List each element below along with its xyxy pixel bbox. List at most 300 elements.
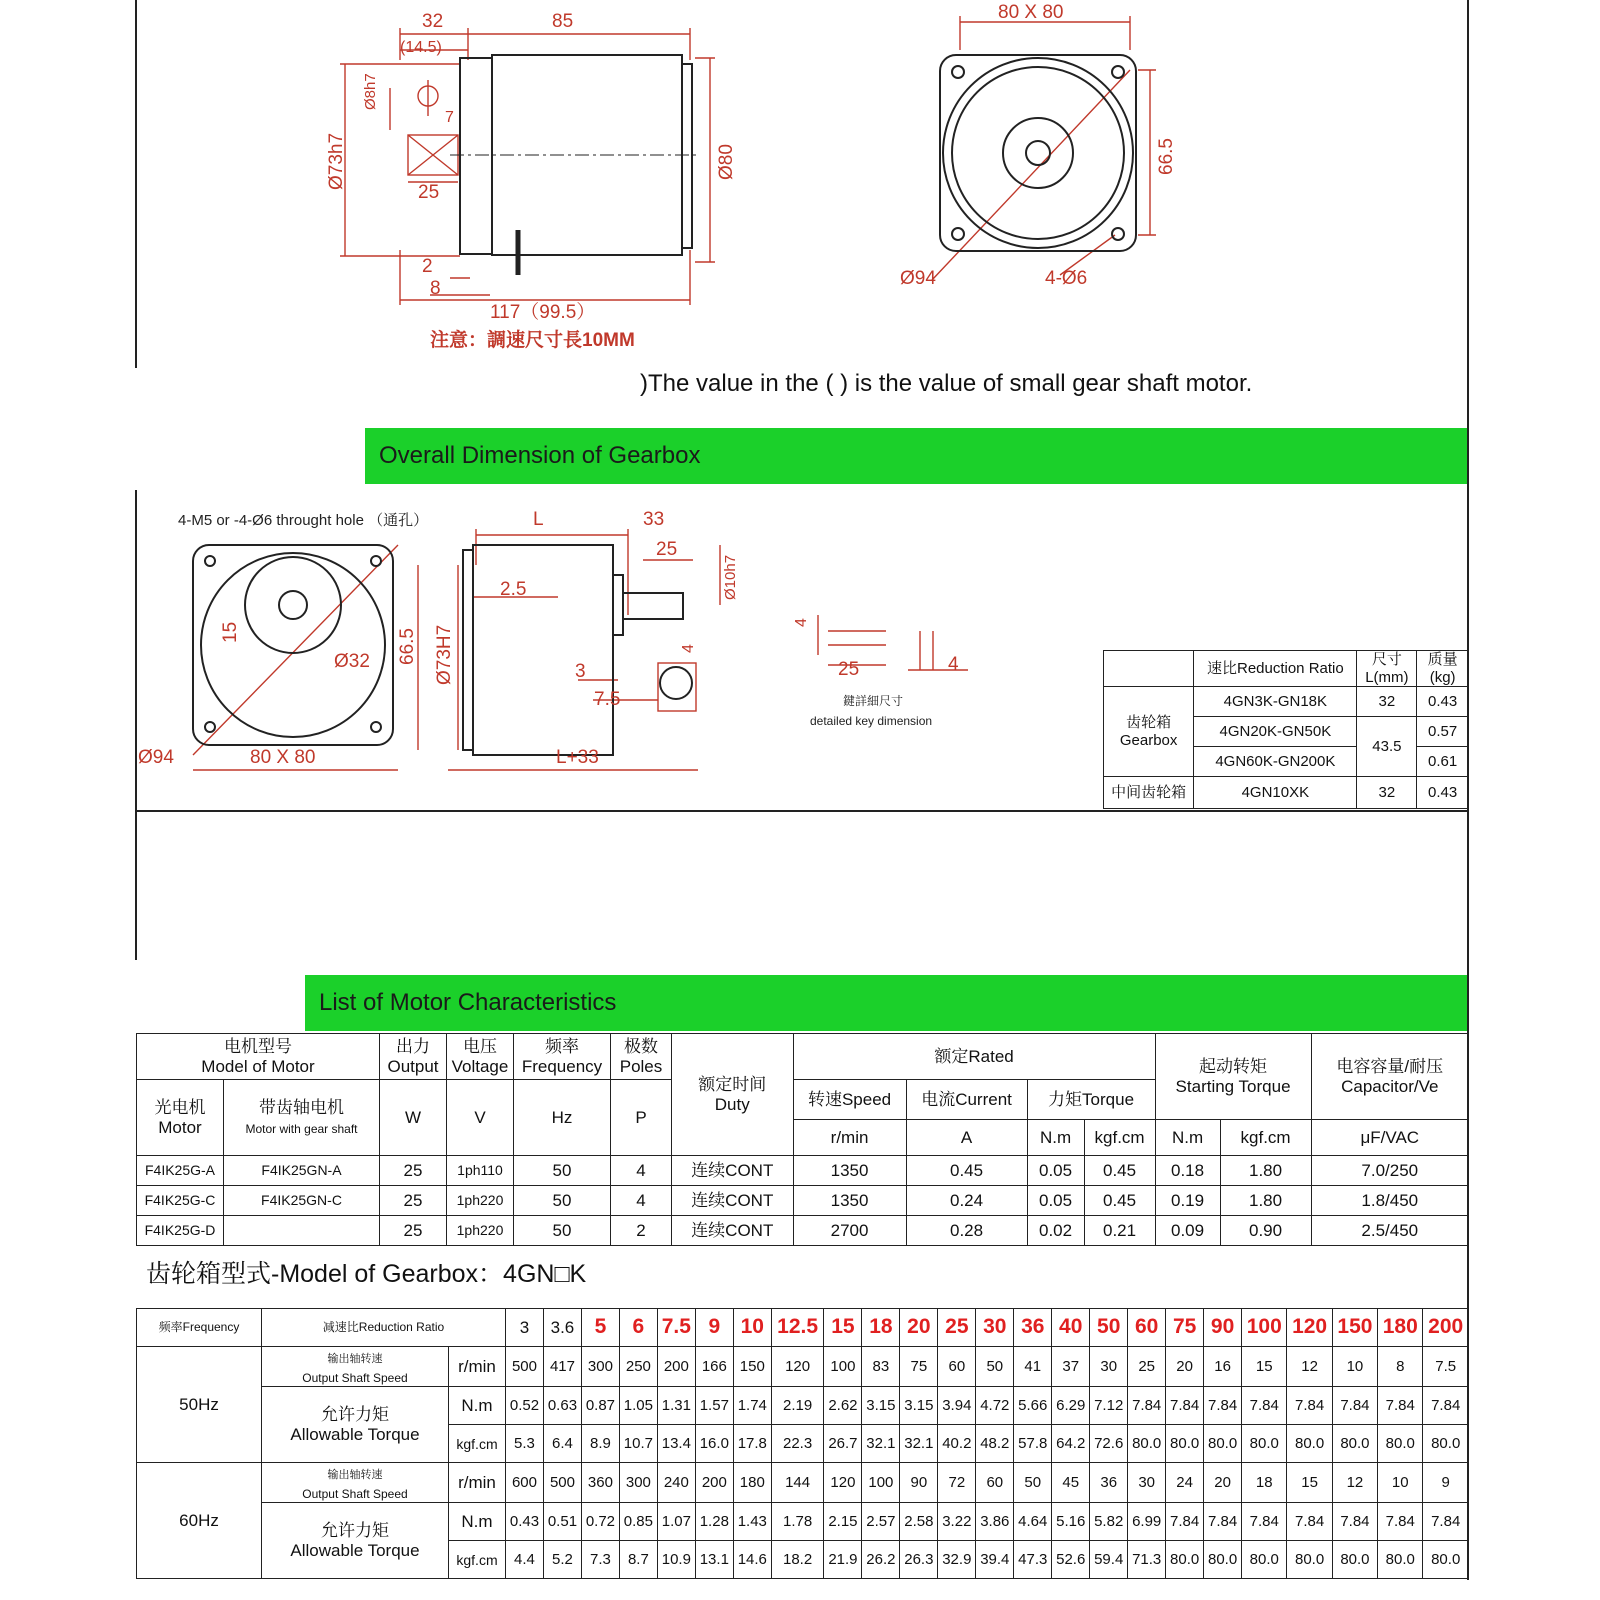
motor-cell: 2.5/450: [1311, 1216, 1468, 1246]
motor-cell: 0.45: [906, 1156, 1027, 1186]
gb-dim-73H7: Ø73H7: [434, 624, 455, 685]
ratio-label-cell: 允许力矩 Allowable Torque: [262, 1387, 449, 1463]
ratio-value-cell: 7.84: [1423, 1503, 1469, 1541]
ratio-value-cell: 0.43: [506, 1503, 544, 1541]
mt-h-rated: 额定Rated: [793, 1034, 1155, 1080]
front-66-5: 66.5: [1156, 138, 1177, 175]
ratio-value-cell: 5.66: [1014, 1387, 1052, 1425]
ratio-value-cell: 7.84: [1332, 1387, 1377, 1425]
gb-dim-66-5: 66.5: [397, 628, 418, 665]
ratio-value-cell: 83: [862, 1347, 900, 1387]
ratio-value-cell: 300: [581, 1347, 619, 1387]
ratio-value-cell: 48.2: [976, 1425, 1014, 1463]
mt-h-freq: 频率 Frequency: [514, 1034, 611, 1080]
ratio-value-cell: 72: [938, 1463, 976, 1503]
ratio-header-cell: 3: [506, 1309, 544, 1347]
ratio-value-cell: 7.84: [1204, 1503, 1242, 1541]
mt-u-rmin: r/min: [793, 1120, 906, 1156]
gb-dim-L33: L+33: [556, 747, 599, 768]
ratio-value-cell: 240: [657, 1463, 695, 1503]
gb-r23-L: 43.5: [1357, 717, 1417, 777]
ratio-value-cell: 9: [1423, 1463, 1469, 1503]
mt-h-torque: 力矩Torque: [1027, 1080, 1155, 1120]
dim-8: 8: [430, 278, 441, 299]
ratio-value-cell: 7.84: [1242, 1503, 1287, 1541]
gearbox-spec-table: [1103, 650, 1469, 809]
gb-dim-7-5: 7.5: [594, 689, 621, 710]
ratio-value-cell: 200: [695, 1463, 733, 1503]
ratio-value-cell: 5.82: [1090, 1503, 1128, 1541]
ratio-value-cell: 45: [1052, 1463, 1090, 1503]
gb-dim-80x80: 80 X 80: [250, 747, 316, 768]
motor-cell: 0.90: [1220, 1216, 1311, 1246]
motor-cell: 1350: [793, 1186, 906, 1216]
ratio-value-cell: 120: [824, 1463, 862, 1503]
ratio-value-cell: 7.84: [1242, 1387, 1287, 1425]
gb-r1-kg: 0.43: [1417, 687, 1469, 717]
gb-r4-kg: 0.43: [1417, 777, 1469, 809]
front-d94: Ø94: [900, 268, 936, 289]
motor-cell: 2700: [793, 1216, 906, 1246]
ratio-value-cell: 32.1: [862, 1425, 900, 1463]
mt-u-kgf: kgf.cm: [1084, 1120, 1155, 1156]
dim-14-5: (14.5): [400, 39, 442, 56]
ratio-value-cell: 80.0: [1128, 1425, 1166, 1463]
ratio-value-cell: 22.3: [771, 1425, 824, 1463]
motor-cell: 50: [514, 1156, 611, 1186]
ratio-value-cell: 15: [1242, 1347, 1287, 1387]
ratio-value-cell: 0.51: [543, 1503, 581, 1541]
ratio-unit-cell: N.m: [449, 1387, 506, 1425]
ratio-value-cell: 90: [900, 1463, 938, 1503]
ratio-value-cell: 10.9: [657, 1541, 695, 1579]
key-note-en: detailed key dimension: [810, 714, 933, 728]
dim-80: Ø80: [716, 144, 737, 180]
ratio-value-cell: 0.87: [581, 1387, 619, 1425]
ratio-value-cell: 15: [1287, 1463, 1332, 1503]
motor-cell: 连续CONT: [672, 1156, 794, 1186]
ratio-value-cell: 36: [1090, 1463, 1128, 1503]
motor-cell: 0.02: [1027, 1216, 1084, 1246]
ratio-value-cell: 1.43: [733, 1503, 771, 1541]
ratio-unit-cell: N.m: [449, 1503, 506, 1541]
ratio-header-cell: 36: [1014, 1309, 1052, 1347]
ratio-value-cell: 32.9: [938, 1541, 976, 1579]
motor-cell: 0.09: [1155, 1216, 1220, 1246]
ratio-value-cell: 80.0: [1242, 1425, 1287, 1463]
ratio-value-cell: 200: [657, 1347, 695, 1387]
motor-cell: 1ph220: [447, 1186, 514, 1216]
motor-cell: 1.80: [1220, 1186, 1311, 1216]
gb-r2: 4GN20K-GN50K: [1194, 717, 1357, 747]
speed-note-cn: 注意：調速尺寸長10MM: [430, 330, 635, 351]
ratio-value-cell: 26.3: [900, 1541, 938, 1579]
dim-117: 117（99.5）: [490, 302, 596, 323]
motor-cell: 连续CONT: [672, 1216, 794, 1246]
ratio-value-cell: 52.6: [1052, 1541, 1090, 1579]
ratio-value-cell: 7.84: [1128, 1387, 1166, 1425]
motor-cell: 1ph220: [447, 1216, 514, 1246]
motor-cell: 0.24: [906, 1186, 1027, 1216]
ratio-value-cell: 3.94: [938, 1387, 976, 1425]
ratio-value-cell: 21.9: [824, 1541, 862, 1579]
ratio-value-cell: 6.29: [1052, 1387, 1090, 1425]
ratio-value-cell: 1.05: [619, 1387, 657, 1425]
ratio-value-cell: 80.0: [1332, 1541, 1377, 1579]
ratio-value-cell: 39.4: [976, 1541, 1014, 1579]
gb-dim-3: 3: [575, 661, 586, 682]
ratio-header-cell: 20: [900, 1309, 938, 1347]
ratio-value-cell: 59.4: [1090, 1541, 1128, 1579]
ratio-row: [137, 1347, 1469, 1387]
divider-line: [135, 810, 1469, 812]
ratio-value-cell: 120: [771, 1347, 824, 1387]
ratio-value-cell: 50: [976, 1347, 1014, 1387]
ratio-value-cell: 17.8: [733, 1425, 771, 1463]
motor-row: [137, 1186, 1469, 1216]
motor-cell: 1ph110: [447, 1156, 514, 1186]
motor-cell: F4IK25G-A: [137, 1156, 224, 1186]
rt-h-ratio: 减速比Reduction Ratio: [262, 1309, 506, 1347]
ratio-value-cell: 2.58: [900, 1503, 938, 1541]
ratio-value-cell: 4.64: [1014, 1503, 1052, 1541]
section-gearbox-dimension-label: Overall Dimension of Gearbox: [379, 442, 701, 469]
front-80x80: 80 X 80: [998, 2, 1064, 23]
ratio-unit-cell: r/min: [449, 1347, 506, 1387]
mt-u-nm2: N.m: [1155, 1120, 1220, 1156]
key-dim-4a: 4: [793, 618, 810, 627]
ratio-value-cell: 1.07: [657, 1503, 695, 1541]
ratio-header-cell: 25: [938, 1309, 976, 1347]
ratio-value-cell: 2.62: [824, 1387, 862, 1425]
mt-h-model: 电机型号 Model of Motor: [137, 1034, 380, 1080]
ratio-value-cell: 0.85: [619, 1503, 657, 1541]
motor-cell: 1350: [793, 1156, 906, 1186]
ratio-header-cell: 12.5: [771, 1309, 824, 1347]
front-4-d6: 4-Ø6: [1045, 268, 1088, 289]
ratio-header-cell: 75: [1166, 1309, 1204, 1347]
ratio-value-cell: 1.28: [695, 1503, 733, 1541]
ratio-freq-cell: 50Hz: [137, 1347, 262, 1463]
ratio-value-cell: 25: [1128, 1347, 1166, 1387]
motor-front-view: [900, 0, 1200, 300]
key-dim-4b: 4: [948, 654, 959, 675]
mt-h-poles: 极数 Poles: [611, 1034, 672, 1080]
ratio-label-cell: 输出轴转速 Output Shaft Speed: [262, 1463, 449, 1503]
gb-dim-33: 33: [643, 509, 665, 530]
ratio-value-cell: 12: [1287, 1347, 1332, 1387]
ratio-value-cell: 250: [619, 1347, 657, 1387]
ratio-value-cell: 6.99: [1128, 1503, 1166, 1541]
gb-r3: 4GN60K-GN200K: [1194, 747, 1357, 777]
mt-h-duty: 额定时间 Duty: [672, 1034, 794, 1156]
section-motor-characteristics-label: List of Motor Characteristics: [319, 989, 617, 1016]
mt-h-speed: 转速Speed: [793, 1080, 906, 1120]
ratio-value-cell: 10: [1378, 1463, 1423, 1503]
ratio-value-cell: 80.0: [1287, 1425, 1332, 1463]
dim-32: 32: [422, 11, 444, 32]
ratio-value-cell: 40.2: [938, 1425, 976, 1463]
ratio-value-cell: 16.0: [695, 1425, 733, 1463]
ratio-value-cell: 80.0: [1423, 1425, 1469, 1463]
ratio-header-cell: 15: [824, 1309, 862, 1347]
ratio-header-cell: 9: [695, 1309, 733, 1347]
ratio-value-cell: 7.84: [1378, 1387, 1423, 1425]
motor-drawing: [300, 0, 780, 360]
ratio-value-cell: 80.0: [1332, 1425, 1377, 1463]
ratio-value-cell: 180: [733, 1463, 771, 1503]
ratio-header-cell: 100: [1242, 1309, 1287, 1347]
ratio-value-cell: 41: [1014, 1347, 1052, 1387]
ratio-value-cell: 100: [824, 1347, 862, 1387]
ratio-value-cell: 12: [1332, 1463, 1377, 1503]
ratio-value-cell: 16: [1204, 1347, 1242, 1387]
gb-dim-L: L: [533, 509, 544, 530]
motor-characteristics-table: [136, 1033, 1469, 1246]
ratio-value-cell: 360: [581, 1463, 619, 1503]
motor-cell: [224, 1216, 380, 1246]
motor-cell: 50: [514, 1216, 611, 1246]
ratio-value-cell: 30: [1090, 1347, 1128, 1387]
ratio-value-cell: 37: [1052, 1347, 1090, 1387]
small-gear-note: )The value in the ( ) is the value of small gear shaft motor.: [640, 370, 1253, 397]
ratio-value-cell: 3.15: [862, 1387, 900, 1425]
ratio-header-cell: 18: [862, 1309, 900, 1347]
mt-h-cap: 电容容量/耐压 Capacitor/Ve: [1311, 1034, 1468, 1120]
motor-cell: F4IK25GN-C: [224, 1186, 380, 1216]
ratio-value-cell: 5.3: [506, 1425, 544, 1463]
ratio-value-cell: 1.31: [657, 1387, 695, 1425]
mt-h-motor: 光电机 Motor: [137, 1080, 224, 1156]
mt-h-gearshaft: 带齿轴电机 Motor with gear shaft: [224, 1080, 380, 1156]
dim-85: 85: [552, 11, 574, 32]
mt-u-nm: N.m: [1027, 1120, 1084, 1156]
motor-cell: 2: [611, 1216, 672, 1246]
mt-u-a: A: [906, 1120, 1027, 1156]
section-gearbox-dimension: [365, 428, 1467, 484]
mt-u-w: W: [380, 1080, 447, 1156]
ratio-value-cell: 100: [862, 1463, 900, 1503]
mt-u-hz: Hz: [514, 1080, 611, 1156]
ratio-value-cell: 20: [1166, 1347, 1204, 1387]
motor-cell: 7.0/250: [1311, 1156, 1468, 1186]
motor-cell: 0.45: [1084, 1156, 1155, 1186]
ratio-value-cell: 7.84: [1332, 1503, 1377, 1541]
ratio-value-cell: 47.3: [1014, 1541, 1052, 1579]
motor-row: [137, 1216, 1469, 1246]
ratio-value-cell: 2.19: [771, 1387, 824, 1425]
hole-note: 4-M5 or -4-Ø6 throught hole （通孔）: [178, 512, 429, 529]
gb-gearbox-label: 齿轮箱 Gearbox: [1104, 687, 1194, 777]
reduction-ratio-table: [136, 1308, 1469, 1579]
ratio-value-cell: 2.57: [862, 1503, 900, 1541]
ratio-value-cell: 8.9: [581, 1425, 619, 1463]
ratio-value-cell: 7.3: [581, 1541, 619, 1579]
ratio-value-cell: 300: [619, 1463, 657, 1503]
motor-cell: F4IK25G-C: [137, 1186, 224, 1216]
ratio-header-cell: 30: [976, 1309, 1014, 1347]
ratio-freq-cell: 60Hz: [137, 1463, 262, 1579]
ratio-value-cell: 10: [1332, 1347, 1377, 1387]
ratio-value-cell: 80.0: [1242, 1541, 1287, 1579]
ratio-header-cell: 6: [619, 1309, 657, 1347]
ratio-value-cell: 4.4: [506, 1541, 544, 1579]
gb-dim-94: Ø94: [138, 747, 174, 768]
ratio-header-cell: 200: [1423, 1309, 1469, 1347]
ratio-value-cell: 32.1: [900, 1425, 938, 1463]
ratio-value-cell: 72.6: [1090, 1425, 1128, 1463]
ratio-header-cell: 10: [733, 1309, 771, 1347]
ratio-value-cell: 500: [543, 1463, 581, 1503]
ratio-value-cell: 30: [1128, 1463, 1166, 1503]
ratio-value-cell: 1.74: [733, 1387, 771, 1425]
motor-row: [137, 1156, 1469, 1186]
ratio-value-cell: 60: [938, 1347, 976, 1387]
mt-u-uf: μF/VAC: [1311, 1120, 1468, 1156]
gb-h-size: 尺寸 L(mm): [1357, 651, 1417, 687]
motor-cell: 0.05: [1027, 1186, 1084, 1216]
ratio-value-cell: 10.7: [619, 1425, 657, 1463]
ratio-value-cell: 417: [543, 1347, 581, 1387]
ratio-value-cell: 13.4: [657, 1425, 695, 1463]
motor-cell: F4IK25GN-A: [224, 1156, 380, 1186]
mt-h-start: 起动转矩 Starting Torque: [1155, 1034, 1311, 1120]
ratio-value-cell: 75: [900, 1347, 938, 1387]
dim-7: 7: [445, 109, 454, 126]
ratio-value-cell: 80.0: [1204, 1541, 1242, 1579]
gb-mid-label: 中间齿轮箱: [1104, 777, 1194, 809]
ratio-value-cell: 80.0: [1166, 1425, 1204, 1463]
ratio-value-cell: 80.0: [1166, 1541, 1204, 1579]
ratio-value-cell: 14.6: [733, 1541, 771, 1579]
motor-cell: 4: [611, 1156, 672, 1186]
ratio-header-cell: 5: [581, 1309, 619, 1347]
motor-cell: 0.05: [1027, 1156, 1084, 1186]
gb-dim-4: 4: [680, 644, 697, 653]
gb-r4: 4GN10XK: [1194, 777, 1357, 809]
ratio-value-cell: 7.12: [1090, 1387, 1128, 1425]
mt-h-current: 电流Current: [906, 1080, 1027, 1120]
motor-cell: 0.45: [1084, 1186, 1155, 1216]
ratio-unit-cell: kgf.cm: [449, 1425, 506, 1463]
ratio-header-cell: 60: [1128, 1309, 1166, 1347]
ratio-value-cell: 0.52: [506, 1387, 544, 1425]
ratio-value-cell: 20: [1204, 1463, 1242, 1503]
ratio-header-cell: 120: [1287, 1309, 1332, 1347]
mt-u-v: V: [447, 1080, 514, 1156]
ratio-label-cell: 允许力矩 Allowable Torque: [262, 1503, 449, 1579]
ratio-value-cell: 7.84: [1204, 1387, 1242, 1425]
ratio-value-cell: 500: [506, 1347, 544, 1387]
mt-h-voltage: 电压 Voltage: [447, 1034, 514, 1080]
ratio-value-cell: 1.57: [695, 1387, 733, 1425]
gb-h-mass: 质量 (kg): [1417, 651, 1469, 687]
ratio-header-cell: 90: [1204, 1309, 1242, 1347]
ratio-value-cell: 3.15: [900, 1387, 938, 1425]
gb-dim-25: 25: [656, 539, 678, 560]
dim-73h7: Ø73h7: [326, 132, 347, 190]
ratio-value-cell: 4.72: [976, 1387, 1014, 1425]
ratio-value-cell: 600: [506, 1463, 544, 1503]
section-motor-characteristics: [305, 975, 1467, 1031]
ratio-unit-cell: kgf.cm: [449, 1541, 506, 1579]
ratio-row: [137, 1503, 1469, 1541]
motor-cell: 1.80: [1220, 1156, 1311, 1186]
ratio-value-cell: 26.7: [824, 1425, 862, 1463]
gb-h-ratio: 速比Reduction Ratio: [1194, 651, 1357, 687]
ratio-value-cell: 80.0: [1423, 1541, 1469, 1579]
ratio-value-cell: 18.2: [771, 1541, 824, 1579]
ratio-value-cell: 60: [976, 1463, 1014, 1503]
ratio-value-cell: 80.0: [1287, 1541, 1332, 1579]
ratio-value-cell: 150: [733, 1347, 771, 1387]
ratio-row: [137, 1463, 1469, 1503]
dim-2: 2: [422, 256, 433, 277]
motor-cell: 25: [380, 1186, 447, 1216]
gb-r1-L: 32: [1357, 687, 1417, 717]
mt-h-output: 出力 Output: [380, 1034, 447, 1080]
ratio-value-cell: 2.15: [824, 1503, 862, 1541]
motor-cell: 50: [514, 1186, 611, 1216]
ratio-value-cell: 80.0: [1378, 1541, 1423, 1579]
mt-u-kgf2: kgf.cm: [1220, 1120, 1311, 1156]
motor-cell: F4IK25G-D: [137, 1216, 224, 1246]
ratio-value-cell: 3.86: [976, 1503, 1014, 1541]
frame-left-2: [135, 490, 137, 960]
ratio-value-cell: 18: [1242, 1463, 1287, 1503]
key-dim-25: 25: [838, 659, 860, 680]
ratio-value-cell: 7.84: [1166, 1387, 1204, 1425]
ratio-value-cell: 1.78: [771, 1503, 824, 1541]
gb-dim-32: Ø32: [334, 651, 370, 672]
ratio-value-cell: 144: [771, 1463, 824, 1503]
key-note-cn: 鍵詳細尺寸: [843, 694, 904, 708]
ratio-value-cell: 26.2: [862, 1541, 900, 1579]
ratio-value-cell: 80.0: [1378, 1425, 1423, 1463]
ratio-value-cell: 7.84: [1166, 1503, 1204, 1541]
ratio-value-cell: 8: [1378, 1347, 1423, 1387]
ratio-header-cell: 40: [1052, 1309, 1090, 1347]
gb-dim-15: 15: [220, 621, 241, 643]
ratio-row: [137, 1387, 1469, 1425]
ratio-value-cell: 71.3: [1128, 1541, 1166, 1579]
ratio-value-cell: 7.84: [1423, 1387, 1469, 1425]
ratio-header-cell: 150: [1332, 1309, 1377, 1347]
ratio-header-cell: 7.5: [657, 1309, 695, 1347]
ratio-value-cell: 7.84: [1287, 1503, 1332, 1541]
ratio-value-cell: 7.84: [1378, 1503, 1423, 1541]
dim-25: 25: [418, 182, 440, 203]
ratio-value-cell: 166: [695, 1347, 733, 1387]
ratio-value-cell: 7.5: [1423, 1347, 1469, 1387]
motor-cell: 0.28: [906, 1216, 1027, 1246]
motor-cell: 0.21: [1084, 1216, 1155, 1246]
motor-cell: 25: [380, 1216, 447, 1246]
gb-r4-L: 32: [1357, 777, 1417, 809]
ratio-value-cell: 5.2: [543, 1541, 581, 1579]
ratio-value-cell: 0.63: [543, 1387, 581, 1425]
gearbox-model-title: 齿轮箱型式-Model of Gearbox：4GN□K: [146, 1260, 587, 1288]
rt-h-freq: 频率Frequency: [137, 1309, 262, 1347]
ratio-unit-cell: r/min: [449, 1463, 506, 1503]
ratio-value-cell: 50: [1014, 1463, 1052, 1503]
mt-u-p: P: [611, 1080, 672, 1156]
motor-cell: 0.18: [1155, 1156, 1220, 1186]
gearbox-drawing: [138, 505, 1008, 795]
motor-cell: 1.8/450: [1311, 1186, 1468, 1216]
ratio-value-cell: 0.72: [581, 1503, 619, 1541]
gb-dim-10h7: Ø10h7: [722, 554, 739, 600]
